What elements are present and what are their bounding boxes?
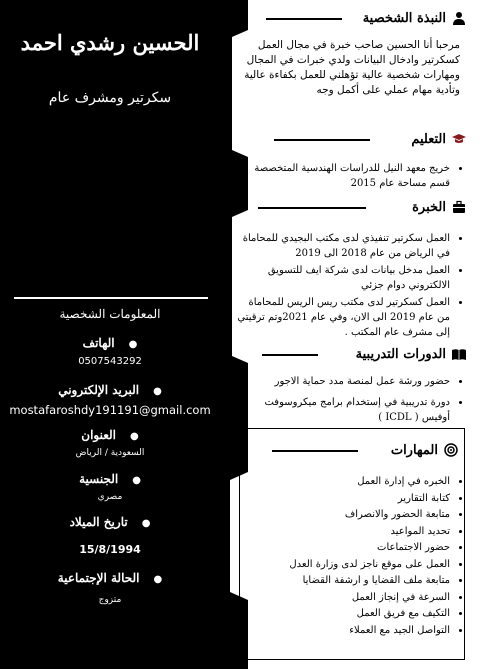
email-item [0, 383, 220, 417]
marital-status-item [0, 571, 220, 605]
skills-title: المهارات [390, 442, 438, 458]
training-list [236, 374, 464, 427]
nationality-value: مصري [97, 492, 123, 502]
email-label: البريد الإلكتروني [58, 383, 140, 397]
training-heading [356, 345, 466, 363]
phone-label: الهاتف [82, 336, 115, 350]
education-heading-line [274, 139, 370, 141]
bullet-icon: ● [130, 431, 139, 442]
address-label: العنوان [81, 428, 116, 442]
birthdate-value: 15/8/1994 [79, 543, 141, 556]
birthdate-item [0, 515, 220, 556]
job-title: سكرتير ومشرف عام [48, 90, 172, 106]
bullet-icon: ● [128, 339, 138, 350]
list-item: • تحديد المواعيد [250, 524, 450, 541]
profile-title: النبذة الشخصية [362, 10, 446, 26]
list-item: • كتابة التقارير [250, 491, 450, 508]
skills-list [250, 474, 464, 639]
marital-label: الحالة الإجتماعية [57, 571, 140, 585]
experience-title: الخبرة [412, 199, 446, 215]
graduation-cap-icon [452, 132, 466, 146]
person-name: الحسين رشدي احمد [20, 30, 200, 55]
list-item: • متابعة الحضور والانصراف [250, 507, 450, 524]
list-item: • الخبره في إدارة العمل [250, 474, 450, 491]
list-item: • العمل مدخل بيانات لدى شركة ايف للتسويق الالكتروني دوام جزئي [236, 263, 450, 293]
address-item [0, 428, 220, 458]
experience-heading-line [258, 207, 366, 209]
nationality-item [0, 472, 220, 502]
briefcase-icon [452, 200, 466, 214]
list-item: • خريج معهد النيل للدراسات الهندسية المتخصصة قسم مساحة عام 2015 [236, 161, 450, 191]
list-item: • دورة تدريبية في إستخدام برامج ميكروسوفت أوفيس ( ICDL ) [236, 395, 450, 425]
personal-info-title: المعلومات الشخصية [59, 307, 161, 321]
skills-heading [391, 441, 458, 459]
phone-value: 0507543292 [78, 356, 142, 367]
bullet-icon: ● [153, 386, 162, 397]
address-value: السعودية / الرياض [75, 448, 145, 458]
experience-heading [412, 198, 466, 216]
marital-value: متزوج [98, 595, 122, 605]
bullet-icon: ● [153, 574, 163, 585]
profile-heading [363, 9, 466, 27]
list-item: • حضور الاجتماعات [250, 540, 450, 557]
education-list [236, 161, 464, 193]
skills-heading-line [272, 450, 358, 452]
list-item: • التواصل الجيد مع العملاء [250, 623, 450, 640]
email-value: mostafaroshdy191191@gmail.com [9, 403, 211, 417]
list-item: • حضور ورشة عمل لمنصة مدد حماية الاجور [236, 374, 450, 389]
experience-list [236, 231, 464, 342]
list-item: • السرعة في إنجاز العمل [250, 590, 450, 607]
education-title: التعليم [411, 131, 446, 147]
sidebar-divider [14, 297, 208, 299]
birthdate-label: تاريخ الميلاد [69, 515, 128, 529]
education-heading [411, 130, 466, 148]
profile-heading-line [266, 18, 342, 20]
list-item: • العمل كسكرتير لدى مكتب ريس الريس للمحاماة من عام 2019 الى الان، وفي عام 2021وتم ترقيتي إلى مشرف عام المكتب . [236, 295, 450, 340]
list-item: • العمل سكرتير تنفيذي لدى مكتب البجيدي للمحاماة في الرياض من عام 2018 الى 2019 [236, 231, 450, 261]
phone-item [0, 336, 220, 367]
profile-text: مرحبا أنا الحسين صاحب خبرة في مجال العمل كسكرتير وادخال البيانات ولدي خبرات في المجال ومهارات شخصية عالية تؤهلني للعمل بكفاءة عالية وتأدية مهام عملي على أكمل وجه [244, 39, 460, 96]
person-icon [452, 11, 466, 25]
training-title: الدورات التدريبية [355, 346, 446, 362]
list-item: • العمل على موقع ناجز لدى وزارة العدل [250, 557, 450, 574]
bullet-icon: ● [141, 518, 151, 529]
bullseye-icon [444, 443, 458, 457]
list-item: • التكيف مع فريق العمل [250, 606, 450, 623]
training-heading-line [262, 354, 318, 356]
list-item: • متابعة ملف القضايا و ارشفة القضايا [250, 573, 450, 590]
bullet-icon: ● [132, 475, 141, 486]
book-icon [452, 347, 466, 361]
nationality-label: الجنسية [79, 472, 119, 486]
